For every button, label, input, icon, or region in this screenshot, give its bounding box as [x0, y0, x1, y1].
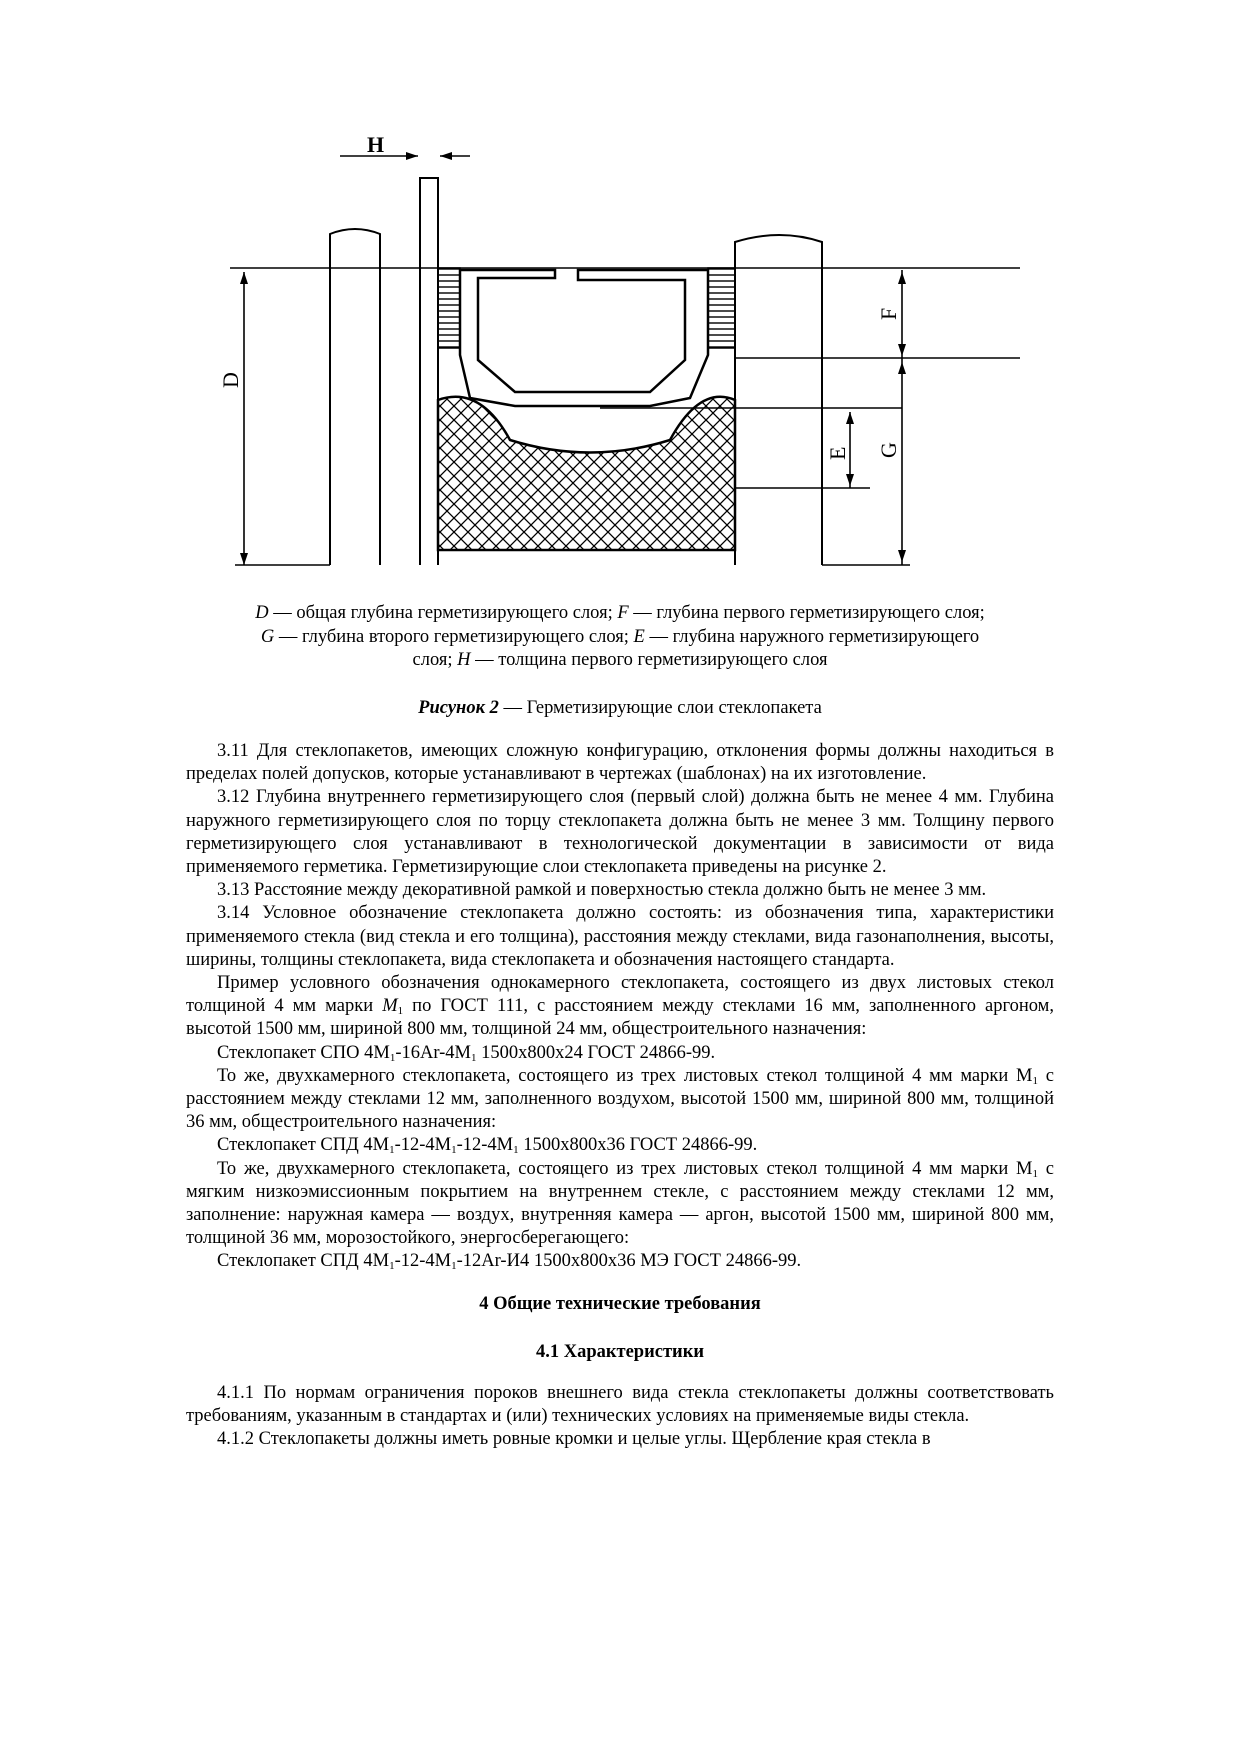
label-F: F: [876, 307, 901, 320]
figure-legend: D — общая глубина герметизирующего слоя; F — глубина первого герметизирующего слоя; G — глубина второго герметизирующего слоя; E — глубина наружного герметизирующего слоя; H — толщина первого герметизирующего слоя: [255, 603, 985, 670]
example-code-1: Стеклопакет СПО $4М_1-16Ar-4М_1$ 1500х800х24 ГОСТ 24866-99.: [217, 1042, 716, 1064]
document-body: [186, 740, 1054, 1451]
label-G: G: [876, 442, 901, 458]
example-3: То же, двухкамерного стеклопакета, состоящего из трех листовых стекол толщиной 4 мм марки $М_1$ с мягким низкоэмиссионным покрытием на внутреннем стекле, с расстоянием между стеклами 12 мм, заполнение: наружная камера — воздух, внутренняя камера — аргон, высотой 1500 мм, шириной 800 мм, толщиной 36 мм, морозостойкого, энергосберегающего:: [186, 1158, 1054, 1249]
label-D: D: [218, 372, 243, 388]
left-glass-pane: [330, 229, 380, 565]
first-layer-right: [708, 268, 735, 348]
paragraph-4-1-1: 4.1.1 По нормам ограничения пороков внешнего вида стекла стеклопакеты должны соответствовать требованиям, указанным в стандартах и (или) технических условиях на применяемые виды стекла.: [186, 1382, 1054, 1426]
second-sealing-layer: [438, 397, 735, 550]
paragraph-3-14: 3.14 Условное обозначение стеклопакета должно состоять: из обозначения типа, характеристики применяемого стекла (вид стекла и его толщина), расстояния между стеклами, вида газонаполнения, высоты, ширины, толщины стеклопакета, вида стеклопакета и обозначения настоящего стандарта.: [186, 903, 1054, 970]
example-code-2: Стеклопакет СПД $4М_1-12-4М_1-12-4М_1$ 1500х800х36 ГОСТ 24866-99.: [217, 1135, 758, 1157]
spacer-frame: [460, 270, 708, 406]
label-H: H: [367, 132, 385, 157]
label-E: E: [825, 446, 850, 460]
example-1: Пример условного обозначения однокамерного стеклопакета, состоящего из двух листовых стекол толщиной 4 мм марки $М_1$ по ГОСТ 111, с расстоянием между стеклами 16 мм, заполненного аргоном, высотой 1500 мм, шириной 800 мм, толщиной 24 мм, общестроительного назначения:: [186, 973, 1055, 1040]
paragraph-4-1-2: 4.1.2 Стеклопакеты должны иметь ровные кромки и целые углы. Щербление края стекла в: [217, 1429, 931, 1450]
paragraph-3-11: 3.11 Для стеклопакетов, имеющих сложную конфигурацию, отклонения формы должны находиться в пределах полей допусков, которые устанавливают в чертежах (шаблонах) на их изготовление.: [186, 741, 1054, 785]
example-2: То же, двухкамерного стеклопакета, состоящего из трех листовых стекол толщиной 4 мм марки $М_1$ с расстоянием между стеклами 12 мм, заполненного воздухом, высотой 1500 мм, шириной 800 мм, толщиной 36 мм, общестроительного назначения:: [186, 1065, 1054, 1133]
figure-title: Рисунок 2 — Герметизирующие слои стеклопакета: [418, 698, 822, 718]
first-layer-left: [438, 268, 460, 348]
sealing-layers-figure: [218, 132, 1030, 590]
section-4-heading: 4 Общие технические требования: [479, 1293, 761, 1314]
middle-glass-pane: [420, 178, 438, 565]
paragraph-3-12: 3.12 Глубина внутреннего герметизирующего слоя (первый слой) должна быть не менее 4 мм. Глубина наружного герметизирующего слоя по торцу стеклопакета должна быть не менее 3 мм. Толщину первого герметизирующего слоя устанавливают в технологической документации в зависимости от вида применяемого герметика. Герметизирующие слои стеклопакета приведены на рисунке 2.: [186, 787, 1054, 878]
example-code-3: Стеклопакет СПД $4М_1-12-4М_1-12Ar-И4$ 1500х800х36 МЭ ГОСТ 24866-99.: [217, 1251, 802, 1273]
right-glass-pane: [735, 235, 822, 565]
section-4-1-heading: 4.1 Характеристики: [535, 1341, 705, 1362]
paragraph-3-13: 3.13 Расстояние между декоративной рамкой и поверхностью стекла должно быть не менее 3 мм.: [217, 880, 987, 901]
